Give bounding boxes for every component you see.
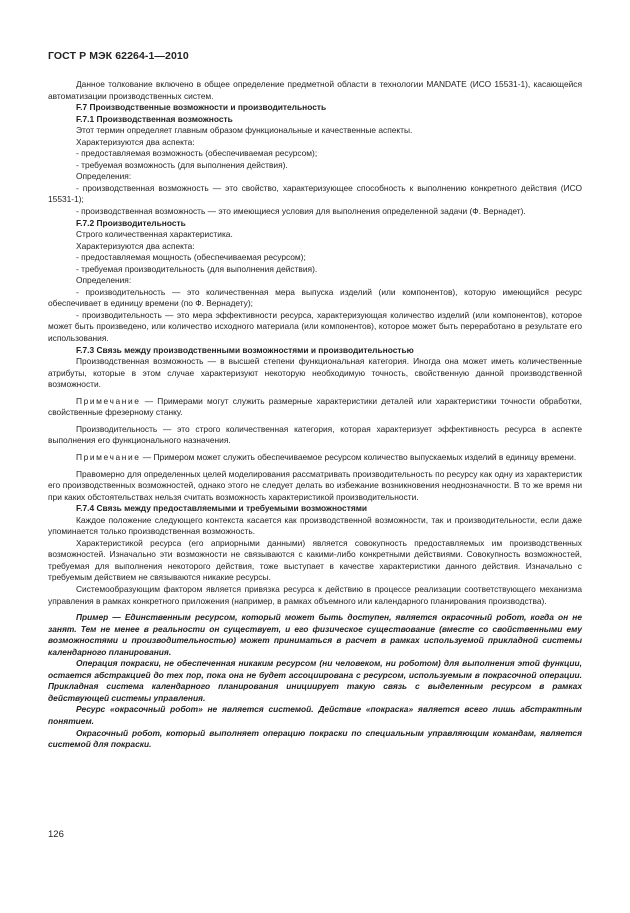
paragraph-text: Строго количественная характеристика.	[76, 229, 233, 240]
document-body	[48, 79, 582, 751]
note-paragraph	[48, 452, 582, 464]
paragraph	[48, 252, 582, 264]
paragraph-text: F.7 Производственные возможности и производительность	[76, 102, 327, 113]
paragraph-text: Системообразующим фактором является привязка ресурса к действию в процессе реализации соответствующего механизма управления в рамках конкретного приложения (например, в рамках объемного или календарного планирования производства).	[48, 583, 582, 606]
paragraph-text: - производительность — это мера эффективности ресурса, характеризующая количество изделий (или компонентов), которое может быть произведено, или количество исходного материала (или компонентов), которое может быть переработано в результате его использования.	[48, 309, 582, 344]
paragraph-text: Ресурс «окрасочный робот» не является системой. Действие «покраска» является всего лишь абстрактным понятием.	[48, 704, 582, 726]
paragraph	[48, 137, 582, 149]
paragraph-text: Этот термин определяет главным образом функциональные и качественные аспекты.	[76, 125, 413, 136]
note-paragraph	[48, 396, 582, 419]
paragraph	[48, 160, 582, 172]
paragraph-text: Каждое положение следующего контекста касается как производственной возможности, так и производительности, если даже упоминается только производственная возможность.	[48, 514, 582, 537]
example-paragraph	[48, 658, 582, 704]
paragraph	[48, 264, 582, 276]
paragraph-text: Правомерно для определенных целей моделирования рассматривать производительность по ресурсу как одну из характеристик его производственных возможностей, однако этого не следует делать во избежание возникновения неоднозначности. В то же время ни при каких обстоятельствах нельзя считать возможность характеристикой производительности.	[48, 468, 582, 502]
section-heading	[48, 218, 582, 230]
paragraph	[48, 241, 582, 253]
paragraph-text: — Примерами могут служить размерные характеристики деталей или характеристики точности обработки, свойственные фрезерному станку.	[48, 395, 582, 418]
paragraph	[48, 584, 582, 607]
example-paragraph	[48, 728, 582, 751]
section-heading	[48, 503, 582, 515]
paragraph	[48, 148, 582, 160]
paragraph-text: - требуемая производительность (для выполнения действия).	[76, 263, 318, 274]
page-number: 126	[48, 829, 64, 840]
paragraph-text: Характеристикой ресурса (его априорными данными) является совокупность предоставляемых им производственных возможностей. Изначально эти возможности не связываются с какими-либо конкретными действиями. Совокупность возможностей, требуемая для выполнения некоторого действия, тоже выступает в качестве характеристики данного действия. Изначально с требуемым действием не связываются никакие ресурсы.	[48, 537, 582, 583]
paragraph-text: Производительность — это строго количественная категория, которая характеризует эффективность ресурса в аспекте выполнения его функционального назначения.	[48, 423, 582, 446]
paragraph-text: - производственная возможность — это имеющиеся условия для выполнения определенной задачи (Ф. Вернадет).	[76, 206, 526, 217]
paragraph-text: - производительность — это количественная мера выпуска изделий (или компонентов), которую имеющийся ресурс обеспечивает в единицу времени (по Ф. Вернадету);	[48, 286, 582, 309]
section-heading	[48, 114, 582, 126]
section-heading	[48, 345, 582, 357]
paragraph-text: - предоставляемая мощность (обеспечиваемая ресурсом);	[76, 252, 306, 263]
paragraph-text: - требуемая возможность (для выполнения действия).	[76, 159, 288, 170]
paragraph	[48, 287, 582, 310]
paragraph-text: Данное толкование включено в общее определение предметной области в технологии MANDATE (ИСО 15531-1), касающейся автоматизации производственных систем.	[48, 79, 582, 101]
paragraph	[48, 469, 582, 504]
paragraph	[48, 275, 582, 287]
paragraph	[48, 229, 582, 241]
paragraph-text: Пример — Единственным ресурсом, который может быть доступен, является окрасочный робот, когда он не занят. Тем не менее в реальности он существует, и его физическое существование (вместе со свойственными ему возможностями и производительностью) может приниматься в расчет в рамках используемой прикладной системы календарного планирования.	[48, 612, 582, 657]
paragraph-text: - предоставляемая возможность (обеспечиваемая ресурсом);	[76, 148, 318, 159]
section-heading	[48, 102, 582, 114]
note-label: Примечание	[76, 451, 141, 462]
paragraph-text: F.7.2 Производительность	[76, 217, 186, 228]
example-paragraph	[48, 612, 582, 658]
paragraph	[48, 538, 582, 584]
paragraph-text: - производственная возможность — это свойство, характеризующее способность к выполнению конкретного действия (ИСО 15531-1);	[48, 182, 582, 205]
paragraph	[48, 171, 582, 183]
paragraph	[48, 515, 582, 538]
paragraph-text: — Примером может служить обеспечиваемое ресурсом количество выпускаемых изделий в единицу времени.	[140, 451, 577, 462]
paragraph	[48, 79, 582, 102]
paragraph-text: Характеризуются два аспекта:	[76, 240, 195, 251]
page-header: ГОСТ Р МЭК 62264-1—2010	[48, 50, 189, 62]
example-paragraph	[48, 704, 582, 727]
paragraph-text: F.7.1 Производственная возможность	[76, 113, 233, 124]
paragraph-text: Операция покраски, не обеспеченная никаким ресурсом (ни человеком, ни роботом) для выполнения этой функции, остается абстракцией до тех пор, пока она не будет ассоциирована с ресурсом, используемым в покрасочной операции. Прикладная система календарного планирования инициирует такую связь с выделенным ресурсом в рамках действующей системы управления.	[48, 658, 582, 703]
paragraph	[48, 206, 582, 218]
paragraph-text: Производственная возможность — в высшей степени функциональная категория. Иногда она может иметь количественные атрибуты, которые в этом случае характеризуют некоторую необходимую точность, свойственную данной производственной возможности.	[48, 356, 582, 390]
paragraph	[48, 356, 582, 391]
paragraph	[48, 424, 582, 447]
paragraph	[48, 310, 582, 345]
note-label: Примечание	[76, 395, 141, 406]
paragraph-text: Определения:	[76, 171, 132, 182]
paragraph-text: F.7.3 Связь между производственными возможностями и производительностью	[76, 344, 414, 355]
paragraph	[48, 125, 582, 137]
paragraph	[48, 183, 582, 206]
paragraph-text: Окрасочный робот, который выполняет операцию покраски по специальным управляющим командам, является системой для покраски.	[48, 727, 582, 750]
paragraph-text: Определения:	[76, 275, 132, 286]
paragraph-text: Характеризуются два аспекта:	[76, 136, 195, 147]
paragraph-text: F.7.4 Связь между предоставляемыми и требуемыми возможностями	[76, 503, 368, 514]
